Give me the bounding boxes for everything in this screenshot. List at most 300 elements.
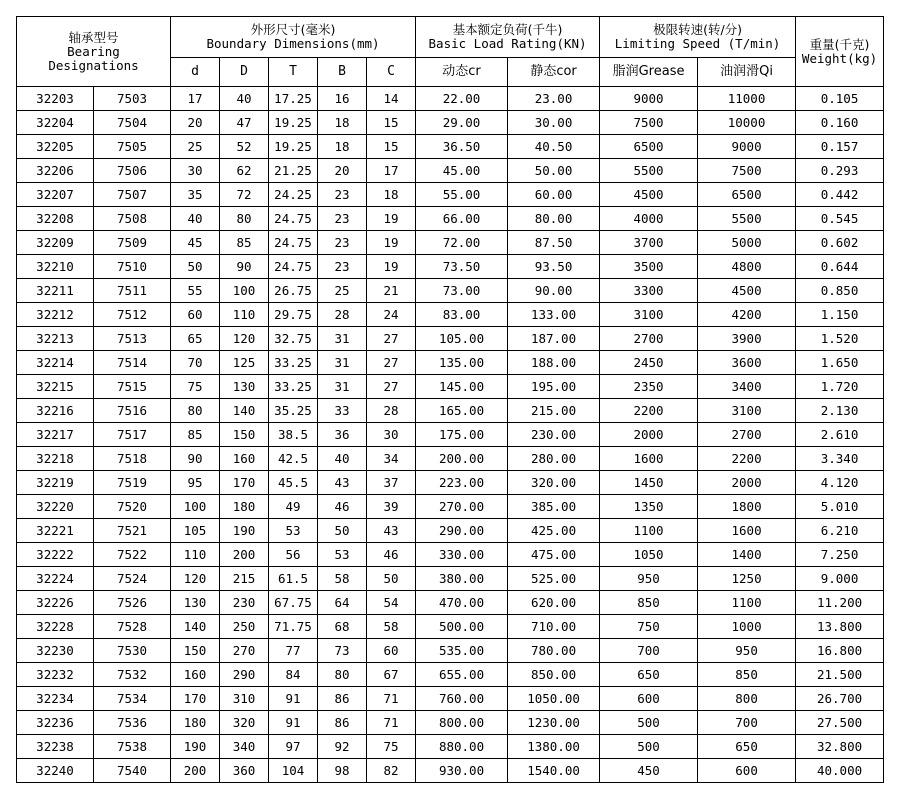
table-row (17, 399, 884, 423)
cell-grease: 5500 (600, 159, 698, 183)
cell-weight: 2.610 (796, 423, 884, 447)
table-row (17, 447, 884, 471)
cell-d: 160 (171, 663, 220, 687)
cell-cr: 145.00 (416, 375, 508, 399)
cell-B: 18 (318, 135, 367, 159)
cell-new-code: 32212 (17, 303, 94, 327)
cell-cor: 40.50 (508, 135, 600, 159)
cell-cor: 90.00 (508, 279, 600, 303)
cell-B: 40 (318, 447, 367, 471)
table-row (17, 471, 884, 495)
cell-D: 120 (220, 327, 269, 351)
cell-cor: 23.00 (508, 87, 600, 111)
load-cn: 基本额定负荷(千牛) (452, 22, 563, 37)
cell-D: 270 (220, 639, 269, 663)
cell-new-code: 32222 (17, 543, 94, 567)
cell-cor: 215.00 (508, 399, 600, 423)
cell-oil: 1250 (698, 567, 796, 591)
cell-new-code: 32240 (17, 759, 94, 783)
cell-cr: 270.00 (416, 495, 508, 519)
cell-C: 71 (367, 711, 416, 735)
cell-oil: 2200 (698, 447, 796, 471)
table-row (17, 543, 884, 567)
cell-new-code: 32209 (17, 231, 94, 255)
cell-oil: 3100 (698, 399, 796, 423)
cell-new-code: 32206 (17, 159, 94, 183)
cell-oil: 1100 (698, 591, 796, 615)
cell-new-code: 32210 (17, 255, 94, 279)
col-B: B (318, 58, 367, 87)
cell-C: 21 (367, 279, 416, 303)
cell-D: 90 (220, 255, 269, 279)
cell-T: 24.75 (269, 255, 318, 279)
cell-B: 46 (318, 495, 367, 519)
cell-C: 27 (367, 351, 416, 375)
cell-D: 80 (220, 207, 269, 231)
cell-oil: 3400 (698, 375, 796, 399)
cell-d: 70 (171, 351, 220, 375)
table-row (17, 279, 884, 303)
cell-d: 30 (171, 159, 220, 183)
cell-D: 215 (220, 567, 269, 591)
cell-C: 75 (367, 735, 416, 759)
cell-d: 100 (171, 495, 220, 519)
cell-old-code: 7507 (94, 183, 171, 207)
cell-grease: 2450 (600, 351, 698, 375)
cell-oil: 700 (698, 711, 796, 735)
col-oil: 油润滑Qi (698, 58, 796, 87)
cell-cor: 93.50 (508, 255, 600, 279)
cell-cor: 780.00 (508, 639, 600, 663)
cell-old-code: 7534 (94, 687, 171, 711)
table-row (17, 519, 884, 543)
cell-C: 17 (367, 159, 416, 183)
cell-B: 20 (318, 159, 367, 183)
cell-D: 200 (220, 543, 269, 567)
cell-D: 100 (220, 279, 269, 303)
cell-d: 45 (171, 231, 220, 255)
cell-cor: 1380.00 (508, 735, 600, 759)
cell-weight: 1.520 (796, 327, 884, 351)
cell-old-code: 7515 (94, 375, 171, 399)
cell-oil: 1400 (698, 543, 796, 567)
cell-C: 19 (367, 207, 416, 231)
cell-grease: 1050 (600, 543, 698, 567)
cell-new-code: 32203 (17, 87, 94, 111)
cell-d: 90 (171, 447, 220, 471)
cell-B: 28 (318, 303, 367, 327)
cell-C: 67 (367, 663, 416, 687)
cell-B: 73 (318, 639, 367, 663)
cell-weight: 7.250 (796, 543, 884, 567)
header-limiting-speed (600, 17, 796, 58)
cell-C: 46 (367, 543, 416, 567)
table-row (17, 567, 884, 591)
cell-weight: 4.120 (796, 471, 884, 495)
cell-C: 60 (367, 639, 416, 663)
cell-T: 32.75 (269, 327, 318, 351)
cell-cr: 36.50 (416, 135, 508, 159)
speed-cn: 极限转速(转/分) (653, 22, 743, 37)
cell-new-code: 32205 (17, 135, 94, 159)
cell-T: 38.5 (269, 423, 318, 447)
cell-new-code: 32217 (17, 423, 94, 447)
table-row (17, 735, 884, 759)
cell-cr: 135.00 (416, 351, 508, 375)
cell-B: 36 (318, 423, 367, 447)
cell-cr: 330.00 (416, 543, 508, 567)
cell-D: 360 (220, 759, 269, 783)
header-designation (17, 17, 171, 87)
cell-old-code: 7508 (94, 207, 171, 231)
cell-C: 82 (367, 759, 416, 783)
cell-d: 170 (171, 687, 220, 711)
cell-C: 14 (367, 87, 416, 111)
cell-cr: 930.00 (416, 759, 508, 783)
cell-old-code: 7519 (94, 471, 171, 495)
cell-D: 180 (220, 495, 269, 519)
cell-oil: 650 (698, 735, 796, 759)
cell-T: 91 (269, 687, 318, 711)
cell-cor: 87.50 (508, 231, 600, 255)
cell-T: 97 (269, 735, 318, 759)
cell-d: 80 (171, 399, 220, 423)
cell-T: 84 (269, 663, 318, 687)
cell-B: 23 (318, 255, 367, 279)
cell-cor: 710.00 (508, 615, 600, 639)
cell-cor: 1540.00 (508, 759, 600, 783)
cell-cr: 175.00 (416, 423, 508, 447)
cell-grease: 3300 (600, 279, 698, 303)
cell-old-code: 7504 (94, 111, 171, 135)
cell-C: 54 (367, 591, 416, 615)
cell-T: 26.75 (269, 279, 318, 303)
cell-new-code: 32204 (17, 111, 94, 135)
cell-d: 65 (171, 327, 220, 351)
cell-grease: 500 (600, 735, 698, 759)
table-row (17, 135, 884, 159)
cell-cr: 66.00 (416, 207, 508, 231)
cell-B: 43 (318, 471, 367, 495)
cell-new-code: 32216 (17, 399, 94, 423)
cell-D: 190 (220, 519, 269, 543)
cell-D: 52 (220, 135, 269, 159)
cell-cor: 620.00 (508, 591, 600, 615)
cell-B: 86 (318, 711, 367, 735)
cell-C: 71 (367, 687, 416, 711)
cell-d: 140 (171, 615, 220, 639)
cell-old-code: 7524 (94, 567, 171, 591)
cell-d: 150 (171, 639, 220, 663)
cell-weight: 27.500 (796, 711, 884, 735)
cell-weight: 0.160 (796, 111, 884, 135)
cell-B: 23 (318, 207, 367, 231)
cell-oil: 1800 (698, 495, 796, 519)
cell-oil: 800 (698, 687, 796, 711)
cell-grease: 9000 (600, 87, 698, 111)
cell-B: 31 (318, 327, 367, 351)
cell-cor: 187.00 (508, 327, 600, 351)
cell-old-code: 7505 (94, 135, 171, 159)
cell-old-code: 7510 (94, 255, 171, 279)
cell-D: 110 (220, 303, 269, 327)
cell-cor: 475.00 (508, 543, 600, 567)
cell-C: 43 (367, 519, 416, 543)
cell-d: 120 (171, 567, 220, 591)
designation-en2: Designations (48, 57, 139, 73)
cell-oil: 1600 (698, 519, 796, 543)
cell-cr: 223.00 (416, 471, 508, 495)
cell-oil: 5000 (698, 231, 796, 255)
cell-T: 33.25 (269, 351, 318, 375)
cell-T: 53 (269, 519, 318, 543)
cell-grease: 850 (600, 591, 698, 615)
cell-old-code: 7538 (94, 735, 171, 759)
cell-T: 29.75 (269, 303, 318, 327)
cell-C: 34 (367, 447, 416, 471)
cell-D: 130 (220, 375, 269, 399)
cell-D: 340 (220, 735, 269, 759)
cell-d: 110 (171, 543, 220, 567)
cell-C: 15 (367, 135, 416, 159)
cell-d: 75 (171, 375, 220, 399)
col-dynamic-cr: 动态cr (416, 58, 508, 87)
cell-new-code: 32213 (17, 327, 94, 351)
cell-weight: 16.800 (796, 639, 884, 663)
cell-cr: 45.00 (416, 159, 508, 183)
cell-grease: 1600 (600, 447, 698, 471)
cell-cor: 133.00 (508, 303, 600, 327)
cell-old-code: 7511 (94, 279, 171, 303)
cell-C: 19 (367, 231, 416, 255)
cell-cor: 80.00 (508, 207, 600, 231)
cell-B: 33 (318, 399, 367, 423)
cell-D: 170 (220, 471, 269, 495)
cell-D: 40 (220, 87, 269, 111)
table-row (17, 159, 884, 183)
cell-cor: 230.00 (508, 423, 600, 447)
cell-B: 23 (318, 231, 367, 255)
cell-new-code: 32224 (17, 567, 94, 591)
cell-cor: 30.00 (508, 111, 600, 135)
cell-cor: 195.00 (508, 375, 600, 399)
cell-D: 250 (220, 615, 269, 639)
cell-oil: 2000 (698, 471, 796, 495)
cell-cor: 50.00 (508, 159, 600, 183)
table-row (17, 207, 884, 231)
cell-oil: 1000 (698, 615, 796, 639)
cell-C: 39 (367, 495, 416, 519)
cell-oil: 850 (698, 663, 796, 687)
cell-weight: 3.340 (796, 447, 884, 471)
cell-weight: 0.442 (796, 183, 884, 207)
cell-cor: 850.00 (508, 663, 600, 687)
cell-D: 140 (220, 399, 269, 423)
cell-d: 40 (171, 207, 220, 231)
col-d: d (171, 58, 220, 87)
cell-C: 37 (367, 471, 416, 495)
cell-cor: 280.00 (508, 447, 600, 471)
cell-weight: 0.602 (796, 231, 884, 255)
cell-T: 33.25 (269, 375, 318, 399)
cell-weight: 0.850 (796, 279, 884, 303)
cell-cr: 760.00 (416, 687, 508, 711)
cell-grease: 500 (600, 711, 698, 735)
table-row (17, 423, 884, 447)
cell-grease: 450 (600, 759, 698, 783)
cell-B: 98 (318, 759, 367, 783)
cell-new-code: 32236 (17, 711, 94, 735)
table-row (17, 615, 884, 639)
cell-grease: 600 (600, 687, 698, 711)
cell-T: 24.75 (269, 207, 318, 231)
cell-weight: 0.157 (796, 135, 884, 159)
cell-old-code: 7518 (94, 447, 171, 471)
cell-old-code: 7512 (94, 303, 171, 327)
cell-old-code: 7526 (94, 591, 171, 615)
cell-D: 310 (220, 687, 269, 711)
cell-cor: 425.00 (508, 519, 600, 543)
cell-d: 50 (171, 255, 220, 279)
cell-C: 58 (367, 615, 416, 639)
cell-C: 28 (367, 399, 416, 423)
cell-B: 53 (318, 543, 367, 567)
cell-grease: 1450 (600, 471, 698, 495)
cell-d: 130 (171, 591, 220, 615)
cell-cr: 55.00 (416, 183, 508, 207)
cell-new-code: 32228 (17, 615, 94, 639)
cell-T: 49 (269, 495, 318, 519)
cell-cr: 105.00 (416, 327, 508, 351)
cell-D: 320 (220, 711, 269, 735)
designation-cn: 轴承型号 (68, 29, 119, 45)
cell-C: 27 (367, 327, 416, 351)
bearing-spec-table (16, 16, 884, 783)
cell-d: 17 (171, 87, 220, 111)
cell-cr: 22.00 (416, 87, 508, 111)
cell-oil: 10000 (698, 111, 796, 135)
table-row (17, 255, 884, 279)
cell-D: 72 (220, 183, 269, 207)
cell-grease: 3700 (600, 231, 698, 255)
header-boundary-dimensions (171, 17, 416, 58)
header-row-group (17, 17, 884, 58)
col-grease: 脂润Grease (600, 58, 698, 87)
cell-C: 15 (367, 111, 416, 135)
speed-en: Limiting Speed (T/min) (614, 36, 781, 51)
cell-d: 85 (171, 423, 220, 447)
cell-d: 25 (171, 135, 220, 159)
cell-grease: 3500 (600, 255, 698, 279)
cell-oil: 4200 (698, 303, 796, 327)
cell-T: 24.25 (269, 183, 318, 207)
cell-cor: 385.00 (508, 495, 600, 519)
cell-grease: 1350 (600, 495, 698, 519)
cell-cor: 525.00 (508, 567, 600, 591)
cell-oil: 950 (698, 639, 796, 663)
cell-T: 19.25 (269, 111, 318, 135)
cell-D: 85 (220, 231, 269, 255)
cell-cr: 73.50 (416, 255, 508, 279)
cell-B: 68 (318, 615, 367, 639)
cell-old-code: 7540 (94, 759, 171, 783)
weight-cn: 重量(千克) (809, 36, 870, 52)
cell-oil: 600 (698, 759, 796, 783)
load-en: Basic Load Rating(KN) (428, 36, 587, 51)
cell-d: 60 (171, 303, 220, 327)
cell-grease: 950 (600, 567, 698, 591)
cell-T: 17.25 (269, 87, 318, 111)
cell-B: 31 (318, 351, 367, 375)
cell-B: 92 (318, 735, 367, 759)
cell-grease: 3100 (600, 303, 698, 327)
table-row (17, 591, 884, 615)
table-row (17, 759, 884, 783)
cell-weight: 32.800 (796, 735, 884, 759)
cell-D: 160 (220, 447, 269, 471)
cell-cor: 1050.00 (508, 687, 600, 711)
cell-weight: 0.545 (796, 207, 884, 231)
cell-old-code: 7506 (94, 159, 171, 183)
cell-D: 125 (220, 351, 269, 375)
cell-old-code: 7516 (94, 399, 171, 423)
cell-cor: 188.00 (508, 351, 600, 375)
table-row (17, 663, 884, 687)
cell-weight: 26.700 (796, 687, 884, 711)
cell-cor: 320.00 (508, 471, 600, 495)
cell-oil: 4800 (698, 255, 796, 279)
cell-old-code: 7514 (94, 351, 171, 375)
table-row (17, 351, 884, 375)
cell-C: 27 (367, 375, 416, 399)
cell-B: 50 (318, 519, 367, 543)
table-row (17, 375, 884, 399)
cell-B: 31 (318, 375, 367, 399)
cell-new-code: 32226 (17, 591, 94, 615)
table-row (17, 639, 884, 663)
cell-grease: 4000 (600, 207, 698, 231)
cell-oil: 3900 (698, 327, 796, 351)
table-row (17, 111, 884, 135)
cell-T: 77 (269, 639, 318, 663)
cell-old-code: 7532 (94, 663, 171, 687)
cell-weight: 13.800 (796, 615, 884, 639)
cell-d: 180 (171, 711, 220, 735)
cell-old-code: 7528 (94, 615, 171, 639)
cell-weight: 11.200 (796, 591, 884, 615)
table-row (17, 711, 884, 735)
cell-new-code: 32230 (17, 639, 94, 663)
col-static-cor: 静态cor (508, 58, 600, 87)
cell-grease: 750 (600, 615, 698, 639)
cell-T: 45.5 (269, 471, 318, 495)
cell-T: 19.25 (269, 135, 318, 159)
cell-old-code: 7503 (94, 87, 171, 111)
cell-cr: 800.00 (416, 711, 508, 735)
cell-grease: 7500 (600, 111, 698, 135)
cell-oil: 5500 (698, 207, 796, 231)
cell-oil: 3600 (698, 351, 796, 375)
cell-D: 290 (220, 663, 269, 687)
cell-grease: 1100 (600, 519, 698, 543)
cell-D: 62 (220, 159, 269, 183)
table-body (17, 87, 884, 783)
cell-grease: 700 (600, 639, 698, 663)
cell-cr: 165.00 (416, 399, 508, 423)
weight-en: Weight(kg) (801, 50, 878, 66)
cell-new-code: 32232 (17, 663, 94, 687)
cell-new-code: 32207 (17, 183, 94, 207)
